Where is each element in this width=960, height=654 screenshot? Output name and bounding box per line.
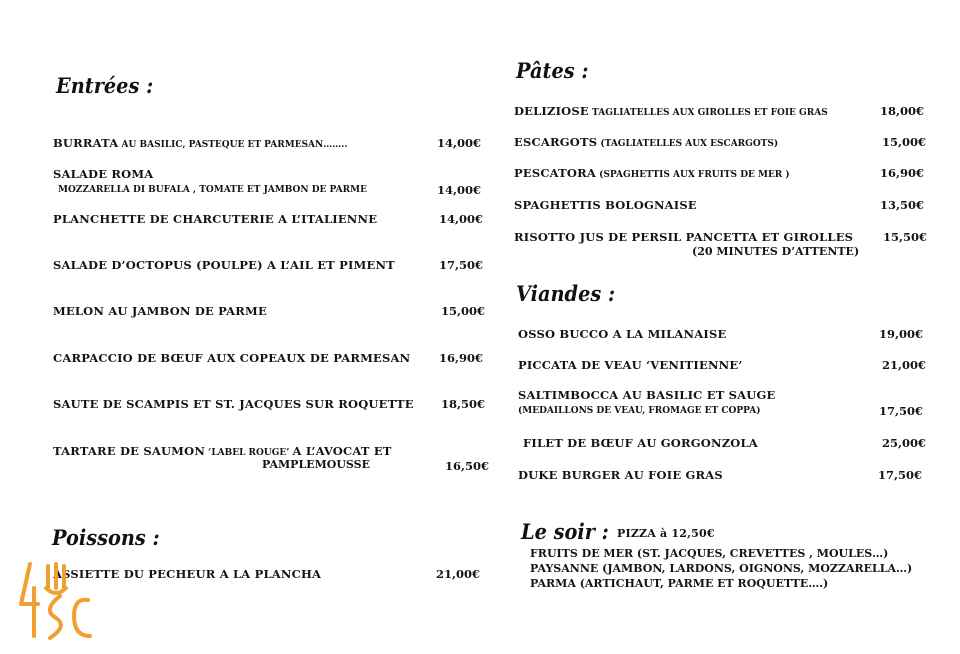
soir-heading: Le soir : [521,519,609,544]
item-name: OSSO BUCCO A LA MILANAISE [518,327,727,341]
item-description: PAMPLEMOUSSE [262,458,370,471]
item-description: MOZZARELLA DI BUFALA , TOMATE ET JAMBON DE PARME [58,185,367,195]
item-price: 18,00€ [880,104,925,118]
item-price: 16,90€ [880,166,925,180]
item-price: 18,50€ [441,397,486,411]
item-description: ‘LABEL ROUGE’ [205,448,293,458]
pizza-item: PAYSANNE (JAMBON, LARDONS, OIGNONS, MOZZARELLA…) [530,562,913,575]
item-name: SPAGHETTIS BOLOGNAISE [514,198,697,212]
item-name: ESCARGOTS (TAGLIATELLES AUX ESCARGOTS) [514,135,779,149]
item-price: 19,00€ [879,327,924,341]
item-name: MELON AU JAMBON DE PARME [53,304,267,318]
item-name: TARTARE DE SAUMON ‘LABEL ROUGE’ A L’AVOCAT ET [53,444,392,458]
poissons-heading: Poissons : [52,525,160,550]
item-description: AU BASILIC, PASTEQUE ET PARMESAN…….. [118,140,348,150]
item-name: SALTIMBOCCA AU BASILIC ET SAUGE [518,388,776,402]
item-name: PLANCHETTE DE CHARCUTERIE A L’ITALIENNE [53,212,378,226]
restaurant-logo-icon [16,558,92,644]
item-price: 14,00€ [437,183,482,197]
item-description: TAGLIATELLES AUX GIROLLES ET FOIE GRAS [588,108,828,118]
item-description: (TAGLIATELLES AUX ESCARGOTS) [597,139,779,149]
viandes-heading: Viandes : [516,281,616,306]
item-description: (20 MINUTES D’ATTENTE) [692,245,860,258]
item-name: PESCATORA (SPAGHETTIS AUX FRUITS DE MER ) [514,166,790,180]
item-price: 25,00€ [882,436,927,450]
item-name: DUKE BURGER AU FOIE GRAS [518,468,723,482]
item-price: 17,50€ [439,258,484,272]
pizza-price-label: PIZZA à 12,50€ [617,527,715,540]
item-price: 15,50€ [883,230,928,244]
pates-heading: Pâtes : [516,58,589,83]
item-description: (MEDAILLONS DE VEAU, FROMAGE ET COPPA) [518,406,761,416]
item-name: FILET DE BŒUF AU GORGONZOLA [523,436,758,450]
item-name: ASSIETTE DU PECHEUR A LA PLANCHA [53,567,322,581]
item-name: PICCATA DE VEAU ‘VENITIENNE’ [518,358,743,372]
item-price: 16,50€ [445,459,490,473]
item-name: SALADE ROMA [53,167,154,181]
item-price: 21,00€ [882,358,927,372]
item-price: 17,50€ [879,404,924,418]
entrees-heading: Entrées : [56,73,154,98]
item-price: 14,00€ [437,136,482,150]
item-name: SALADE D’OCTOPUS (POULPE) A L’AIL ET PIMENT [53,258,395,272]
item-name: SAUTE DE SCAMPIS ET ST. JACQUES SUR ROQUETTE [53,397,414,411]
item-description: SUR ROQUETTE [301,397,414,411]
pizza-item: PARMA (ARTICHAUT, PARME ET ROQUETTE….) [530,577,829,590]
item-price: 17,50€ [878,468,923,482]
pizza-item: FRUITS DE MER (ST. JACQUES, CREVETTES , MOULES…) [530,547,889,560]
item-name: DELIZIOSE TAGLIATELLES AUX GIROLLES ET FOIE GRAS [514,104,828,118]
item-price: 21,00€ [436,567,481,581]
item-price: 14,00€ [439,212,484,226]
item-description: AUX COPEAUX DE PARMESAN [202,351,411,365]
item-price: 15,00€ [882,135,927,149]
item-name: RISOTTO JUS DE PERSIL PANCETTA ET GIROLLES [514,230,854,244]
item-price: 16,90€ [439,351,484,365]
item-price: 13,50€ [880,198,925,212]
item-name: BURRATA AU BASILIC, PASTEQUE ET PARMESAN…….. [53,136,348,150]
item-description: (SPAGHETTIS AUX FRUITS DE MER ) [596,170,790,180]
item-name: CARPACCIO DE BŒUF AUX COPEAUX DE PARMESAN [53,351,411,365]
item-price: 15,00€ [441,304,486,318]
